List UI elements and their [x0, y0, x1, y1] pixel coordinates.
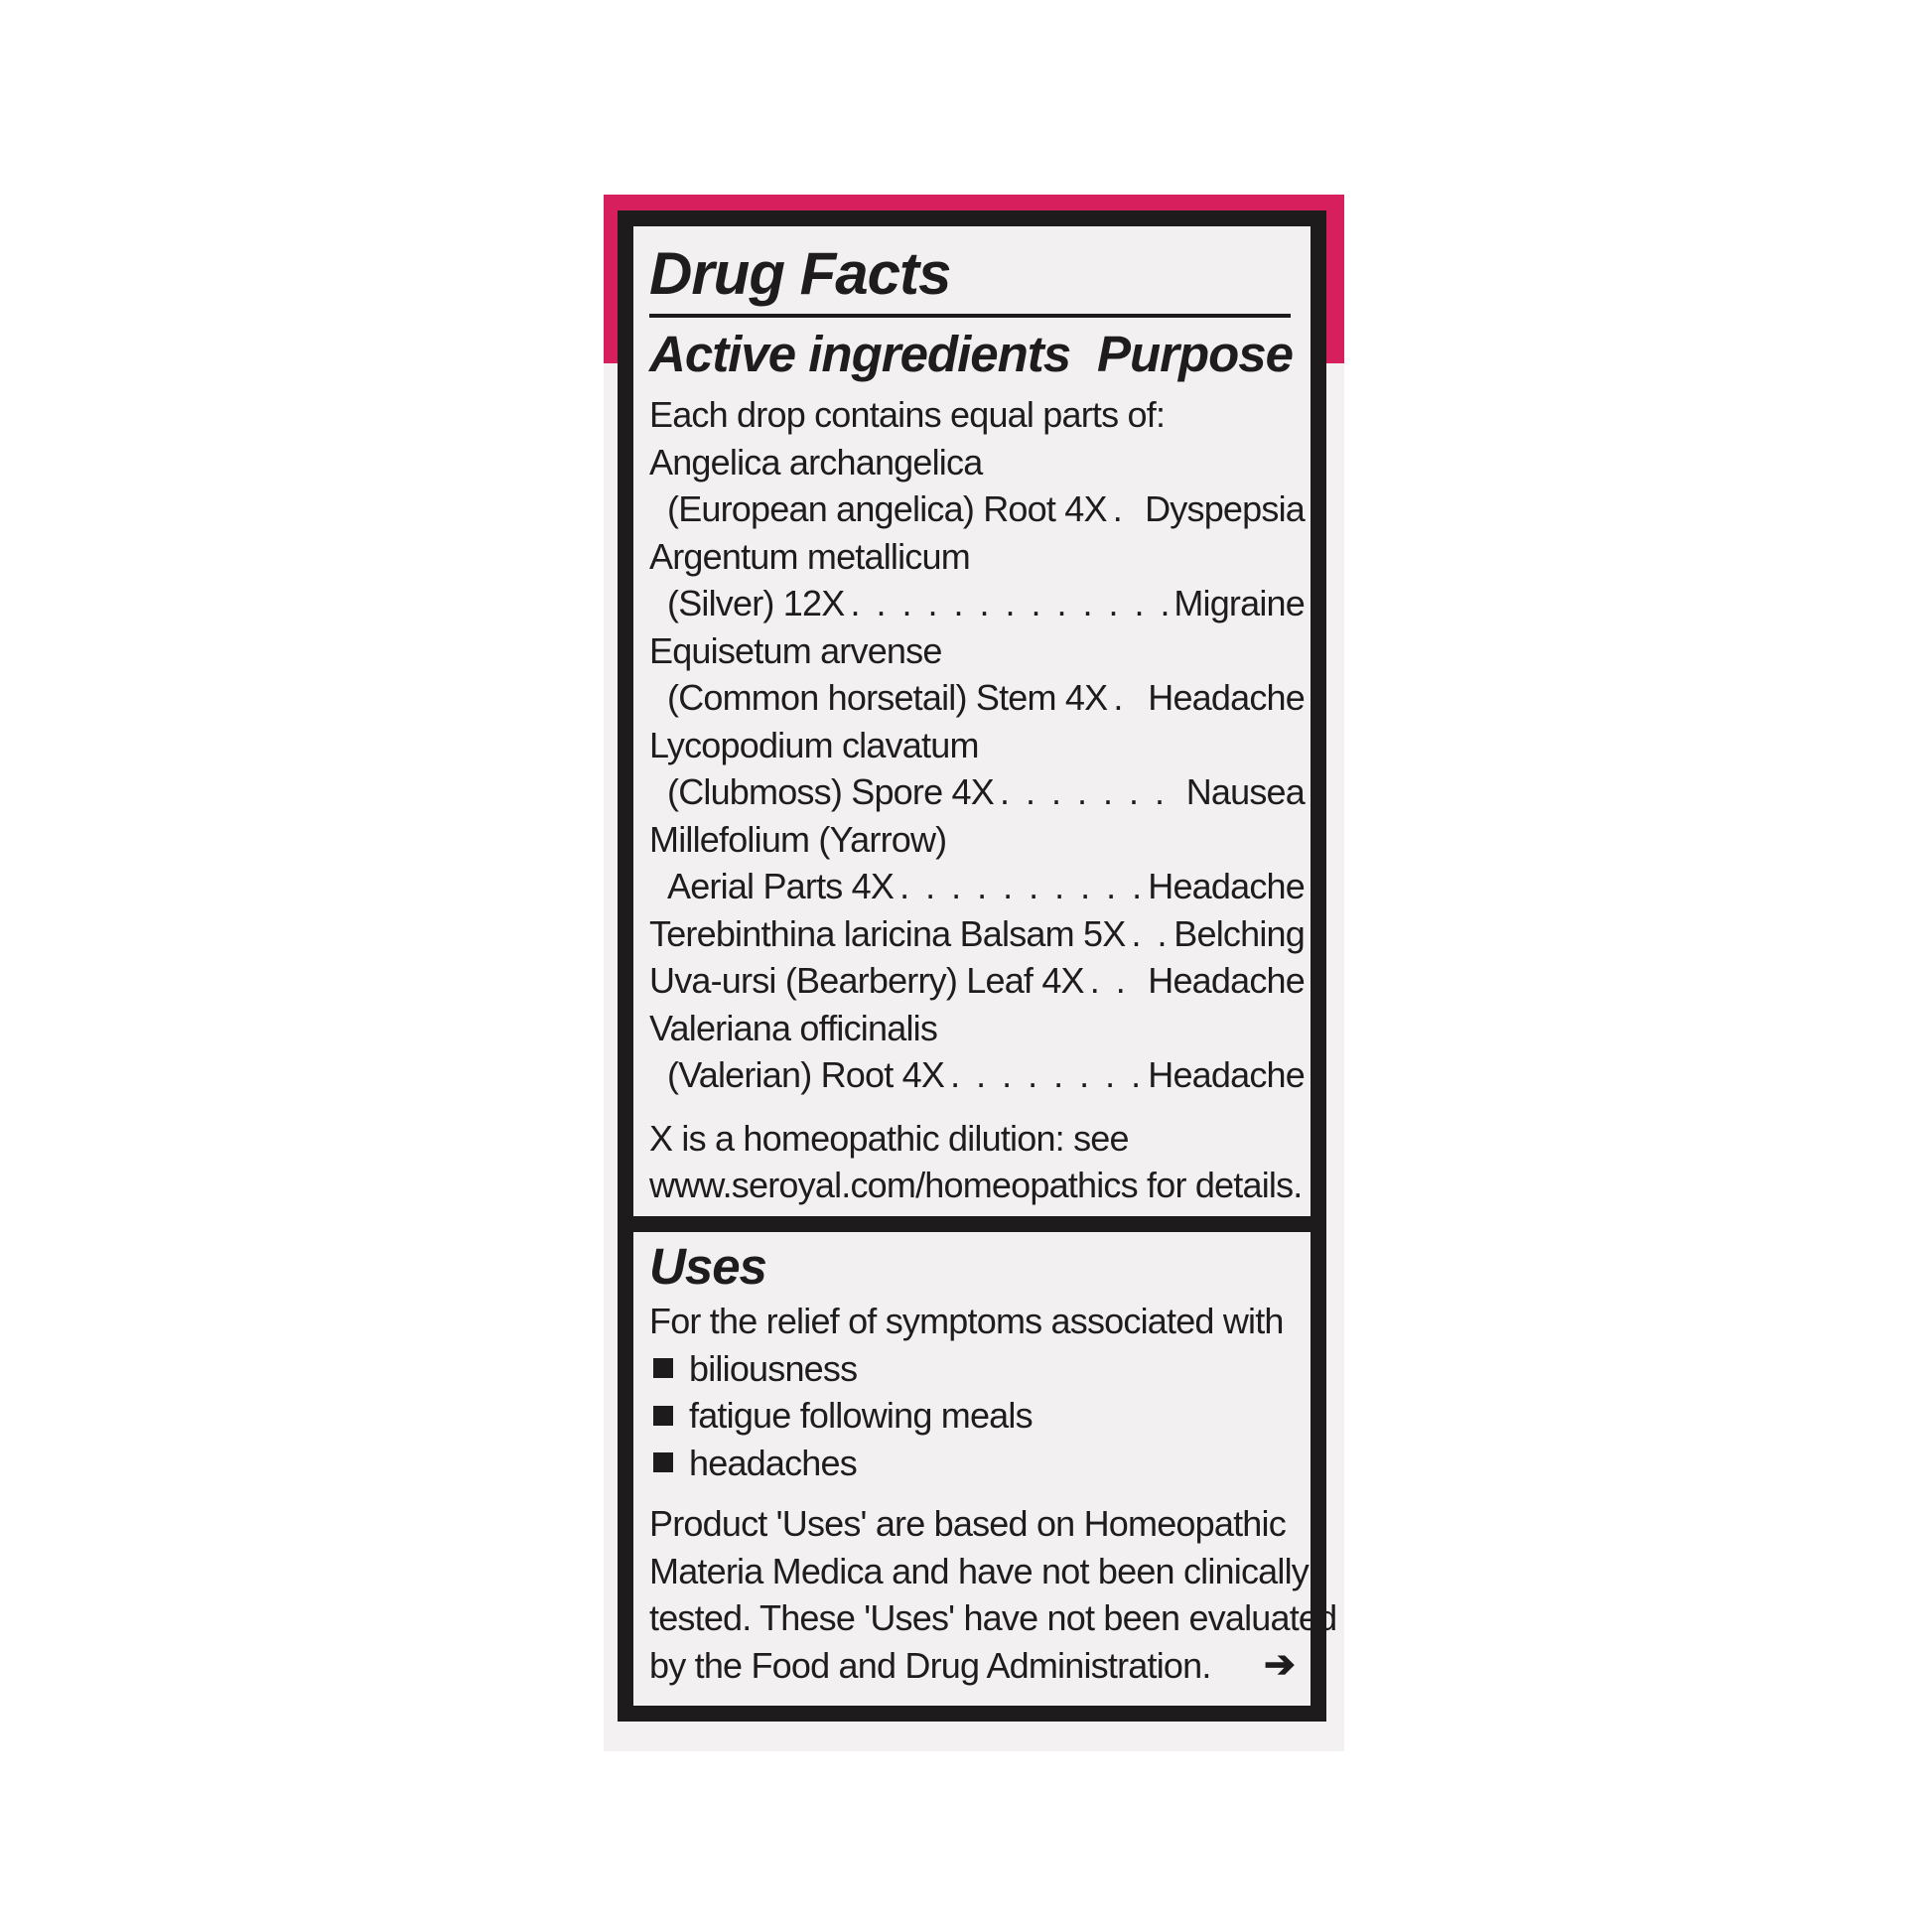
- ingredient-name: Millefolium (Yarrow): [649, 818, 947, 860]
- continue-arrow-icon: ➔: [1263, 1643, 1295, 1686]
- ingredient-purpose: Migraine: [1173, 583, 1305, 623]
- drug-facts-title: Drug Facts: [649, 240, 951, 307]
- ingredient-row: [649, 768, 1305, 816]
- ingredient-detail: Uva-ursi (Bearberry) Leaf 4X: [649, 960, 1084, 1001]
- intro-text: Each drop contains equal parts of:: [649, 394, 1166, 435]
- purpose-heading: Purpose: [1096, 326, 1293, 382]
- ingredient-purpose: Belching: [1173, 912, 1305, 954]
- dilution-note: X is a homeopathic dilution: see: [649, 1117, 1129, 1159]
- disclaimer-last-line: [649, 1642, 1305, 1690]
- active-ingredients-heading: Active ingredients: [649, 326, 1071, 382]
- bullet-text: biliousness: [689, 1347, 858, 1389]
- ingredient-row: [649, 910, 1305, 958]
- leader-dots: [1090, 957, 1143, 1005]
- ingredient-name: Valeriana officinalis: [649, 1007, 938, 1048]
- ingredient-row: [649, 580, 1305, 627]
- bullet-square-icon: [653, 1452, 673, 1472]
- ingredient-row: [649, 863, 1305, 910]
- ingredient-name: Equisetum arvense: [649, 629, 942, 671]
- ingredient-name: Angelica archangelica: [649, 441, 983, 483]
- ingredient-detail: (Clubmoss) Spore 4X: [667, 771, 994, 812]
- ingredient-purpose: Headache: [1148, 960, 1305, 1001]
- leader-dots: [950, 1051, 1142, 1099]
- disclaimer-line: tested. These 'Uses' have not been evaluated: [649, 1597, 1337, 1638]
- ingredient-purpose: Headache: [1148, 677, 1305, 718]
- bullet-square-icon: [653, 1406, 673, 1426]
- active-heading-row: [649, 318, 1305, 391]
- leader-dots: [1113, 674, 1142, 722]
- leader-dots: [1000, 768, 1180, 816]
- leader-dots: [1131, 910, 1168, 958]
- ingredient-detail: (European angelica) Root 4X: [667, 488, 1107, 529]
- uses-bullet: [649, 1440, 1305, 1487]
- ingredient-detail: Terebinthina laricina Balsam 5X: [649, 912, 1126, 954]
- ingredient-purpose: Headache: [1148, 1054, 1305, 1095]
- active-ingredients-panel: [633, 226, 1311, 1216]
- uses-intro: For the relief of symptoms associated with: [649, 1301, 1284, 1341]
- leader-dots: [899, 863, 1142, 910]
- ingredient-detail: (Common horsetail) Stem 4X: [667, 677, 1108, 718]
- ingredient-name: Lycopodium clavatum: [649, 724, 979, 765]
- uses-heading: Uses: [649, 1238, 766, 1295]
- ingredient-row: [649, 1051, 1305, 1099]
- uses-bullet: [649, 1392, 1305, 1440]
- ingredient-purpose: Dyspepsia: [1145, 488, 1305, 529]
- ingredient-row: [649, 957, 1305, 1005]
- ingredient-purpose: Nausea: [1185, 771, 1305, 812]
- disclaimer-line: by the Food and Drug Administration.: [649, 1644, 1211, 1686]
- uses-bullet: [649, 1345, 1305, 1393]
- leader-dots: [1113, 485, 1139, 533]
- ingredient-row: [649, 674, 1305, 722]
- disclaimer-line: Materia Medica and have not been clinically: [649, 1550, 1309, 1591]
- ingredient-row: [649, 485, 1305, 533]
- ingredient-detail: (Valerian) Root 4X: [667, 1054, 945, 1095]
- dilution-note-url: www.seroyal.com/homeopathics for details.: [649, 1165, 1303, 1205]
- ingredient-detail: (Silver) 12X: [667, 583, 845, 623]
- ingredient-name: Argentum metallicum: [649, 535, 970, 577]
- bullet-text: headaches: [689, 1442, 857, 1483]
- bullet-text: fatigue following meals: [689, 1395, 1033, 1436]
- uses-panel: [633, 1232, 1337, 1706]
- uses-disclaimer: [649, 1500, 1337, 1689]
- leader-dots: [850, 580, 1168, 627]
- drug-facts-label: [618, 210, 1337, 1722]
- bullet-square-icon: [653, 1358, 673, 1378]
- ingredient-detail: Aerial Parts 4X: [667, 866, 895, 906]
- disclaimer-line: Product 'Uses' are based on Homeopathic: [649, 1503, 1286, 1544]
- ingredient-purpose: Headache: [1148, 866, 1305, 906]
